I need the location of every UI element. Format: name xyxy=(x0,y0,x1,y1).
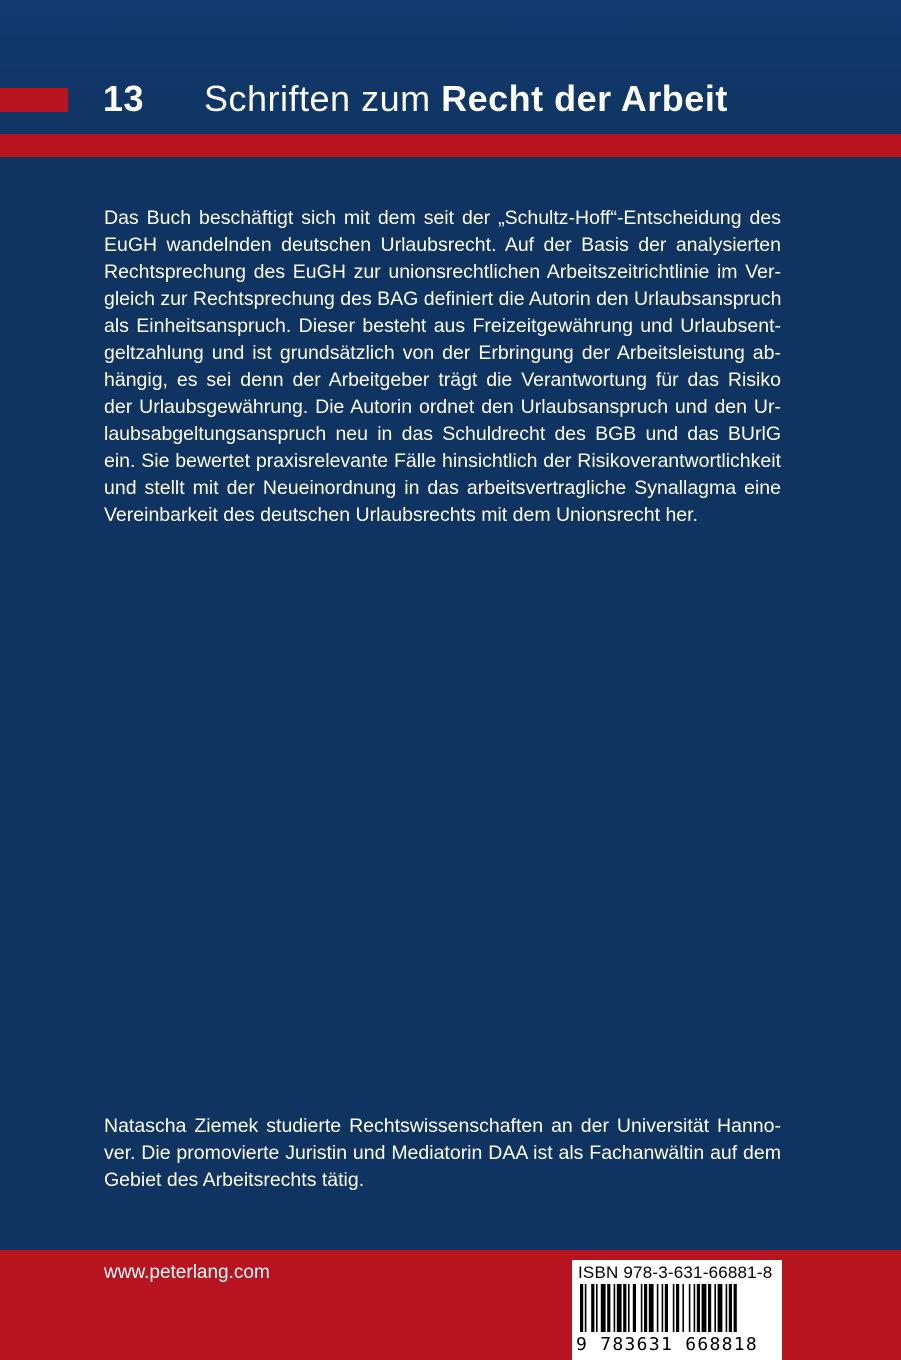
barcode-bar xyxy=(623,1284,626,1332)
barcode-bar xyxy=(665,1284,668,1332)
footer-band xyxy=(0,1250,901,1360)
barcode-bar xyxy=(649,1284,654,1332)
description-line: hängig, es sei denn der Arbeitgeber trägt die Verantwortung für das Risiko xyxy=(104,369,781,391)
barcode-bar xyxy=(676,1284,679,1332)
barcode-bar xyxy=(580,1284,583,1332)
barcode-bar xyxy=(689,1284,691,1332)
description-line: EuGH wandelnden deutschen Urlaubsrecht. Auf der Basis der analysierten xyxy=(104,234,781,256)
description-line: und stellt mit der Neueinordnung in das arbeitsvertragliche Synallagma eine xyxy=(104,477,781,499)
barcode-bar xyxy=(662,1284,664,1332)
barcode-bar xyxy=(718,1284,723,1332)
barcode-bar xyxy=(734,1284,737,1332)
description-line: als Einheitsanspruch. Dieser besteht aus Freizeitgewährung und Urlaubsent- xyxy=(104,315,781,337)
barcode-bar xyxy=(702,1284,707,1332)
author-bio-line: Natascha Ziemek studierte Rechtswissenschaften an der Universität Hanno- xyxy=(104,1115,781,1137)
barcode-bar xyxy=(614,1284,616,1332)
red-accent-tab xyxy=(0,88,68,112)
author-bio-line: ver. Die promovierte Juristin und Mediatorin DAA ist als Fachanwältin auf dem xyxy=(104,1142,781,1164)
description-line: geltzahlung und ist grundsätzlich von der Erbringung der Arbeitsleistung ab- xyxy=(104,342,781,364)
barcode-bar xyxy=(633,1284,636,1332)
publisher-website[interactable]: www.peterlang.com xyxy=(104,1262,270,1283)
barcode-bar xyxy=(644,1284,647,1332)
isbn-barcode xyxy=(572,1260,782,1360)
barcode-bar xyxy=(697,1284,700,1332)
barcode-bar xyxy=(708,1284,711,1332)
barcode-bar xyxy=(726,1284,728,1332)
description-line: gleich zur Rechtsprechung des BAG definiert die Autorin den Urlaubsanspruch xyxy=(104,288,782,310)
barcode-bar xyxy=(673,1284,675,1332)
barcode-bar xyxy=(682,1284,684,1332)
author-bio xyxy=(104,1113,781,1194)
series-title xyxy=(204,78,728,120)
book-description xyxy=(104,205,781,529)
isbn-label: ISBN 978-3-631-66881-8 xyxy=(578,1263,773,1282)
barcode-bar xyxy=(607,1284,610,1332)
red-stripe xyxy=(0,134,901,157)
barcode-bar xyxy=(617,1284,622,1332)
barcode-bar xyxy=(628,1284,630,1332)
author-bio-line: Gebiet des Arbeitsrechts tätig. xyxy=(104,1169,365,1191)
description-line: laubsabgeltungsanspruch neu in das Schuldrecht des BGB und das BUrlG xyxy=(104,423,781,445)
barcode-bar xyxy=(694,1284,696,1332)
barcode-bar xyxy=(641,1284,643,1332)
barcode-digits: 9 783631 668818 xyxy=(576,1334,759,1355)
barcode-bar xyxy=(729,1284,732,1332)
description-line: ein. Sie bewertet praxisrelevante Fälle hinsichtlich der Risikoverantwortlichkeit xyxy=(104,450,781,472)
barcode-bar xyxy=(591,1284,594,1332)
series-number: 13 xyxy=(103,78,145,119)
description-line: Das Buch beschäftigt sich mit dem seit der „Schultz-Hoff“-Entscheidung des xyxy=(104,207,781,229)
barcode-bar xyxy=(714,1284,716,1332)
barcode-bar xyxy=(601,1284,606,1332)
series-title-prefix: Schriften zum xyxy=(204,78,442,119)
description-line: Vereinbarkeit des deutschen Urlaubsrechts mit dem Unionsrecht her. xyxy=(104,504,698,526)
barcode-bar xyxy=(585,1284,587,1332)
barcode-bar xyxy=(657,1284,659,1332)
series-title-bold: Recht der Arbeit xyxy=(441,78,728,119)
barcode-icon xyxy=(580,1284,774,1334)
description-line: Rechtsprechung des EuGH zur unionsrechtlichen Arbeitszeitrichtlinie im Ver- xyxy=(104,261,781,283)
barcode-bar xyxy=(596,1284,598,1332)
description-line: der Urlaubsgewährung. Die Autorin ordnet den Urlaubsanspruch und den Ur- xyxy=(104,396,781,418)
